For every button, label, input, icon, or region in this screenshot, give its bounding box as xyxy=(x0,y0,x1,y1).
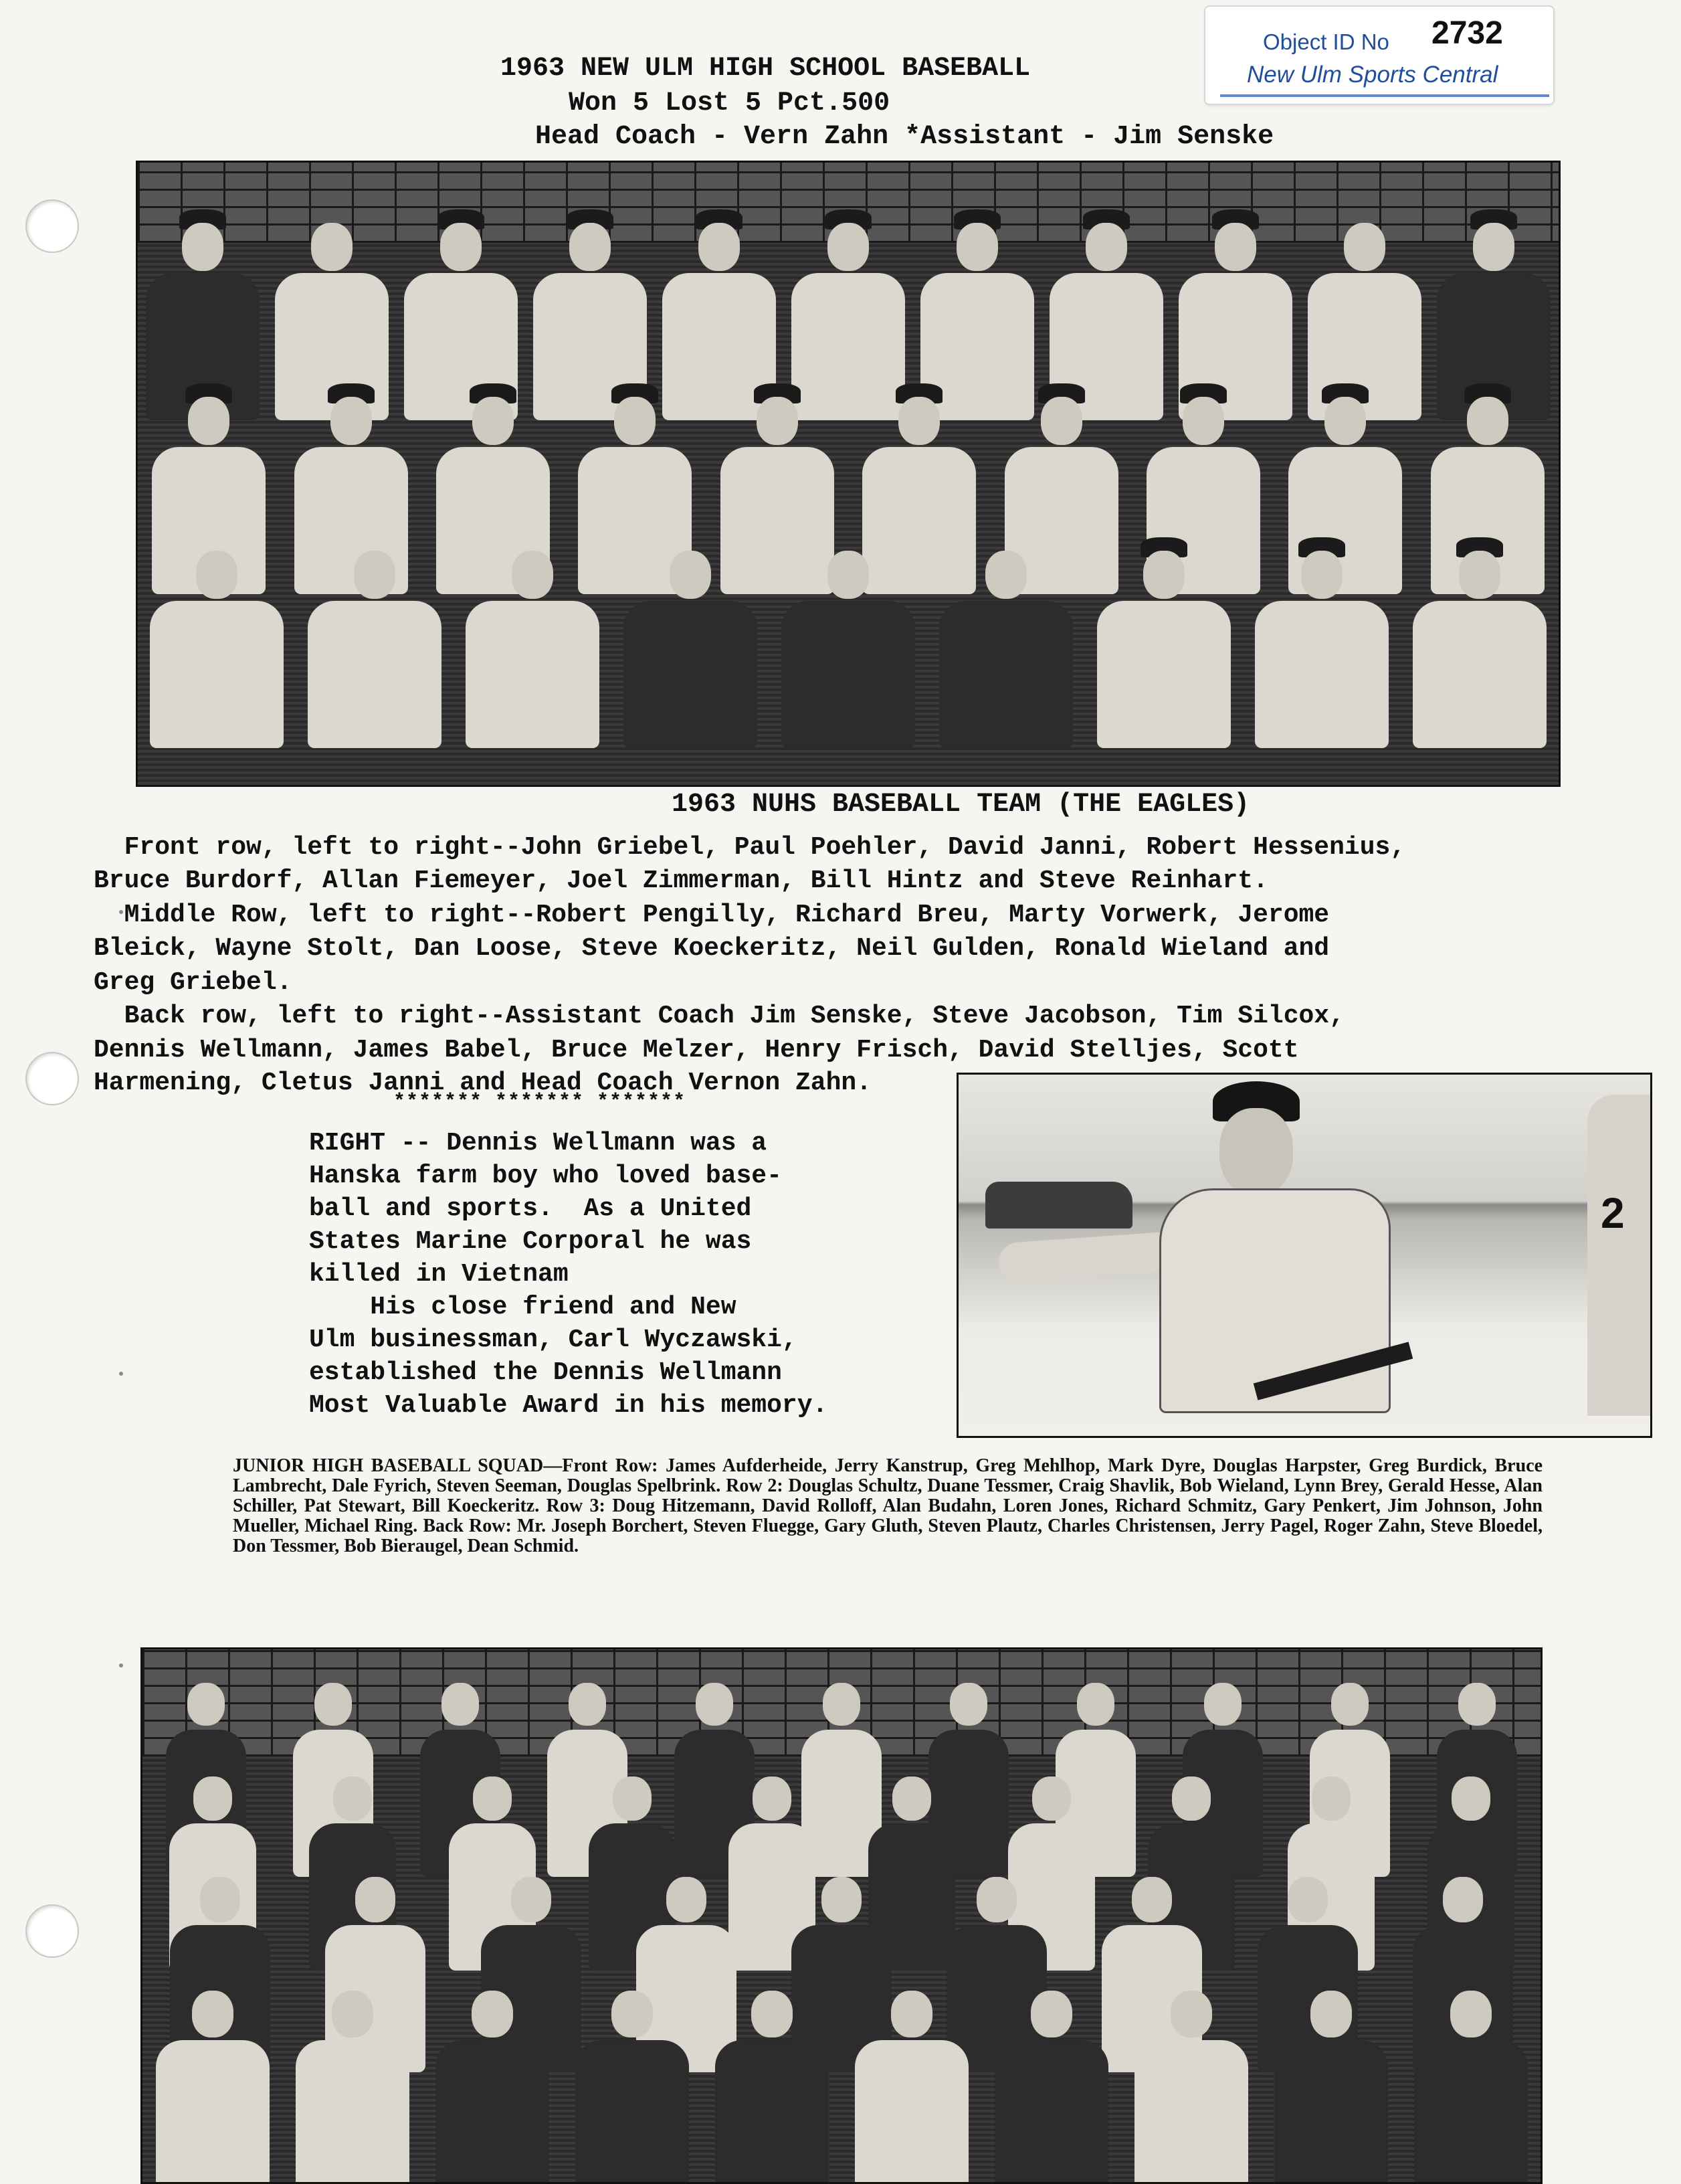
player-figure xyxy=(920,209,1034,410)
team-photo-caption: 1963 NUHS BASEBALL TEAM (THE EAGLES) xyxy=(672,790,1250,820)
roster-line: Harmening, Cletus Janni and Head Coach Vernon Zahn. xyxy=(94,1069,872,1097)
player-figure xyxy=(1179,209,1292,410)
player-figure xyxy=(791,209,905,410)
student-figure xyxy=(166,1984,260,2184)
pitcher-head xyxy=(1219,1108,1293,1195)
junior-caption-body: James Aufderheide, Jerry Kanstrup, Greg Mehlhop, Mark Dyre, Douglas Harpster, Greg Burdick, Bruce Lambrecht, Dale Fyrich, Steven Seeman, Douglas Spelbrink. Row 2: Douglas Schultz, Duane Tessmer, Craig Shavlik, Bob Wieland, Lynn Brey, Gerald Hesse, Alan Schiller, Pat Stewart, Bill Koeckeritz. Row 3: Doug Hitzemann, David Rolloff, Alan Budahn, Loren Jones, Richard Schmitz, Gary Penkert, Jim Johnson, John Mueller, Michael Ring. Back Row: Mr. Joseph Borchert, Steven Fluegge, Gary Gluth, Steven Plautz, Charles Christensen, Jerry Pagel, Roger Zahn, Steve Bloedel, Don Tessmer, Bob Bieraugel, Dean Schmid. xyxy=(233,1455,1543,1556)
parked-car xyxy=(985,1182,1132,1228)
photo-back-row xyxy=(138,209,1559,410)
roster-line: Greg Griebel. xyxy=(94,968,292,997)
tribute-line: States Marine Corporal he was xyxy=(309,1227,752,1256)
tribute-line: Hanska farm boy who loved base- xyxy=(309,1162,782,1190)
binder-hole-middle xyxy=(25,1052,79,1105)
student-figure xyxy=(306,1984,399,2184)
junior-squad-caption xyxy=(233,1456,1543,1556)
coach-figure xyxy=(1437,209,1551,410)
player-figure xyxy=(404,209,518,410)
junior-squad-photo xyxy=(140,1647,1543,2184)
tribute-line: RIGHT -- Dennis Wellmann was a xyxy=(309,1129,767,1158)
player-figure xyxy=(946,537,1066,785)
tribute-line: ball and sports. As a United xyxy=(309,1194,752,1223)
tribute-line: established the Dennis Wellmann xyxy=(309,1358,782,1387)
roster-line: Front row, left to right--John Griebel, Paul Poehler, David Janni, Robert Hessenius, xyxy=(94,833,1406,862)
jersey-number: 2 xyxy=(1601,1189,1625,1237)
player-figure xyxy=(1104,537,1224,785)
student-figure xyxy=(1005,1984,1098,2184)
roster-line: Back row, left to right--Assistant Coach Jim Senske, Steve Jacobson, Tim Silcox, xyxy=(94,1002,1345,1030)
player-figure xyxy=(662,209,776,410)
player-figure xyxy=(788,537,908,785)
object-id-label xyxy=(1204,5,1555,105)
varsity-team-photo xyxy=(136,161,1561,787)
player-figure xyxy=(1262,537,1382,785)
binder-hole-top xyxy=(25,199,79,253)
photo-front-row xyxy=(138,537,1559,785)
player-figure xyxy=(472,537,593,785)
student-figure xyxy=(725,1984,819,2184)
player-figure xyxy=(275,209,389,410)
coaches-line: Head Coach - Vern Zahn *Assistant - Jim Senske xyxy=(535,122,1274,152)
student-figure xyxy=(865,1984,959,2184)
roster-line: Bleick, Wayne Stolt, Dan Loose, Steve Koeckeritz, Neil Gulden, Ronald Wieland and xyxy=(94,934,1330,963)
tribute-line: His close friend and New xyxy=(309,1293,736,1322)
season-record: Won 5 Lost 5 Pct.500 xyxy=(569,88,890,118)
player-figure xyxy=(630,537,751,785)
junior-front-row xyxy=(142,1984,1541,2184)
asterisk-divider: ******* ******* ******* xyxy=(393,1091,686,1113)
wellmann-tribute xyxy=(309,1127,827,1422)
roster-line: Dennis Wellmann, James Babel, Bruce Melzer, Henry Frisch, David Stelljes, Scott xyxy=(94,1036,1299,1065)
student-figure xyxy=(1424,1984,1518,2184)
tribute-line: Ulm businessman, Carl Wyczawski, xyxy=(309,1326,797,1354)
player-figure xyxy=(314,537,435,785)
student-figure xyxy=(585,1984,679,2184)
tribute-line: Most Valuable Award in his memory. xyxy=(309,1391,828,1420)
object-id-number: 2732 xyxy=(1431,15,1503,51)
player-figure xyxy=(1308,209,1421,410)
roster-line: Middle Row, left to right--Robert Pengilly, Richard Breu, Marty Vorwerk, Jerome xyxy=(94,901,1330,929)
junior-caption-lead: JUNIOR HIGH BASEBALL SQUAD—Front Row: xyxy=(233,1455,658,1476)
player-figure xyxy=(1050,209,1163,410)
player-figure xyxy=(146,209,260,410)
teammate-figure xyxy=(1587,1095,1652,1416)
page-title: 1963 NEW ULM HIGH SCHOOL BASEBALL xyxy=(500,54,1031,84)
pitcher-photo xyxy=(957,1073,1652,1438)
paper-speck xyxy=(119,1663,123,1667)
object-id-caption: Object ID No xyxy=(1263,29,1389,54)
player-figure xyxy=(157,537,277,785)
player-figure xyxy=(533,209,647,410)
tribute-line: killed in Vietnam xyxy=(309,1260,569,1289)
student-figure xyxy=(1284,1984,1378,2184)
paper-speck xyxy=(119,1372,123,1376)
binder-hole-bottom xyxy=(25,1904,79,1958)
roster-line: Bruce Burdorf, Allan Fiemeyer, Joel Zimmerman, Bill Hintz and Steve Reinhart. xyxy=(94,867,1268,895)
player-figure xyxy=(1419,537,1540,785)
student-figure xyxy=(1145,1984,1238,2184)
label-underline xyxy=(1220,94,1549,97)
student-figure xyxy=(446,1984,539,2184)
source-name: New Ulm Sports Central xyxy=(1247,62,1498,88)
